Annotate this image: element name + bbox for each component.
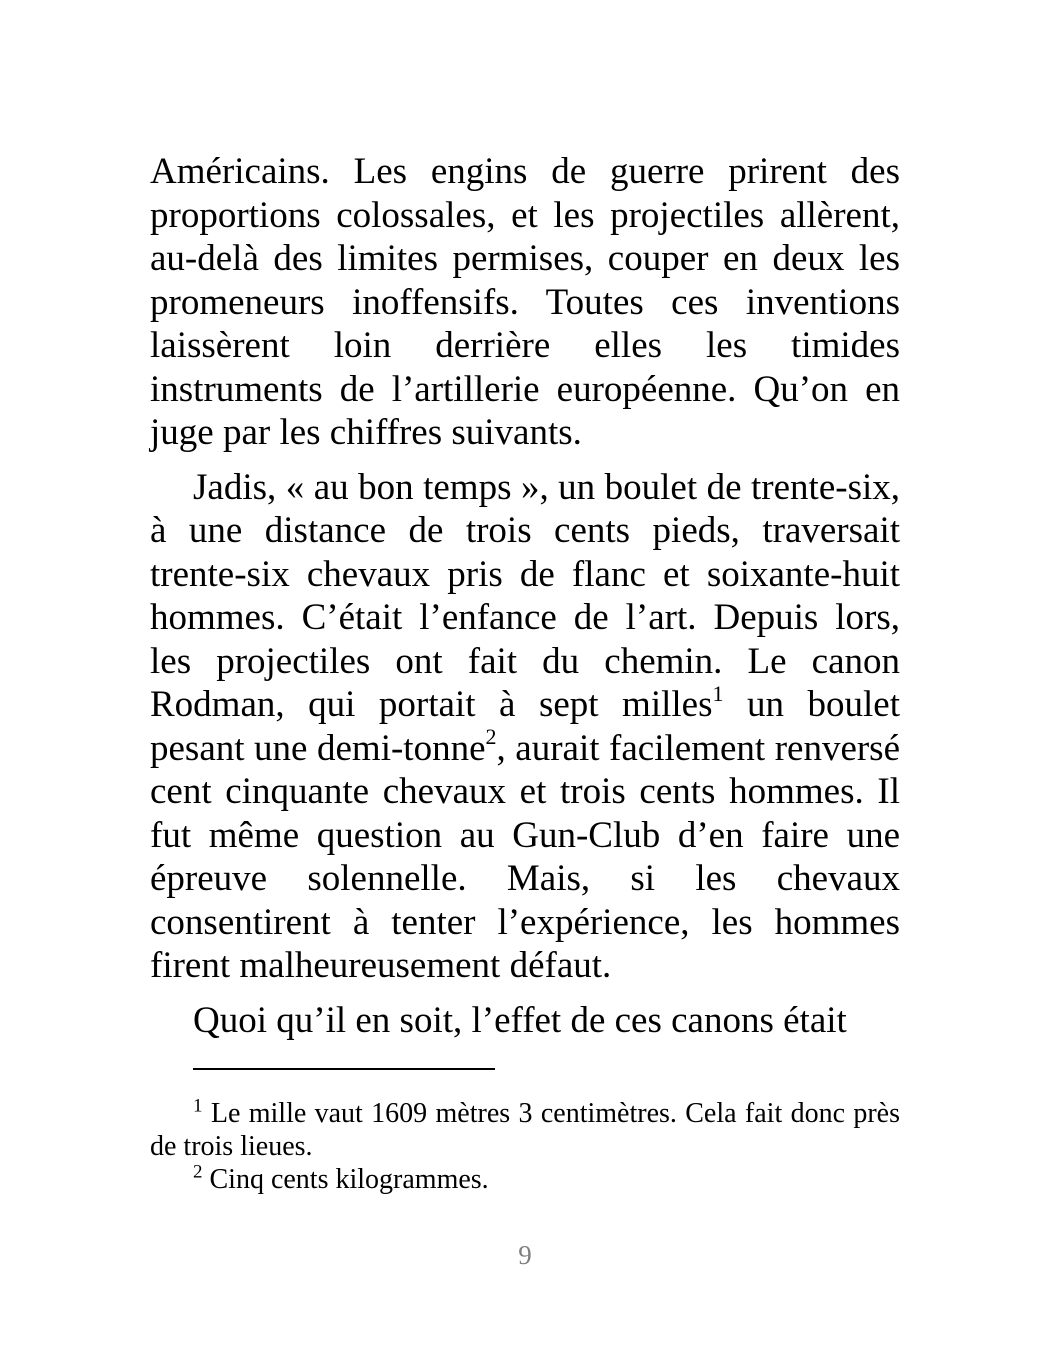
footnote-separator	[193, 1068, 495, 1070]
footnote-ref-2[interactable]: 2	[485, 724, 497, 750]
footnote-2-marker: 2	[193, 1161, 203, 1183]
page-number: 9	[518, 1240, 532, 1270]
footnote-1	[150, 1097, 900, 1163]
footnote-2	[150, 1163, 900, 1196]
footnote-ref-1[interactable]: 1	[712, 680, 724, 706]
paragraph-2-text-b: un boulet pesant une demi-tonne	[150, 684, 900, 769]
paragraph-2-text-a: Jadis, « au bon temps », un boulet de trente-six, à une distance de trois cents pieds, traversait trente-six chevaux pris de flanc et soixante-huit hommes. C’était l’enfance de l’art. Depuis lors, les projectiles ont fait du chemin. Le canon Rodman, qui portait à sept milles	[150, 466, 900, 725]
page-body	[150, 150, 900, 1042]
footnotes	[150, 1097, 900, 1196]
footnote-1-marker: 1	[193, 1095, 203, 1117]
footnote-1-text: Le mille vaut 1609 mètres 3 centimètres. Cela fait donc près de trois lieues.	[150, 1098, 900, 1162]
paragraph-2	[150, 466, 900, 988]
paragraph-1: Américains. Les engins de guerre prirent des proportions colossales, et les projectiles allèrent, au-delà des limites permises, couper en deux les promeneurs inoffensifs. Toutes ces inventions laissèrent loin derrière elles les timides instruments de l’artillerie européenne. Qu’on en juge par les chiffres suivants.	[150, 151, 900, 453]
paragraph-2-text-c: , aurait facilement renversé cent cinquante chevaux et trois cents hommes. Il fut même question au Gun-Club d’en faire une épreuve solennelle. Mais, si les chevaux consentirent à tenter l’expérience, les hommes firent malheureusement défaut.	[150, 727, 901, 986]
paragraph-3: Quoi qu’il en soit, l’effet de ces canons était	[193, 999, 847, 1041]
footnote-2-text: Cinq cents kilogrammes.	[202, 1164, 489, 1195]
